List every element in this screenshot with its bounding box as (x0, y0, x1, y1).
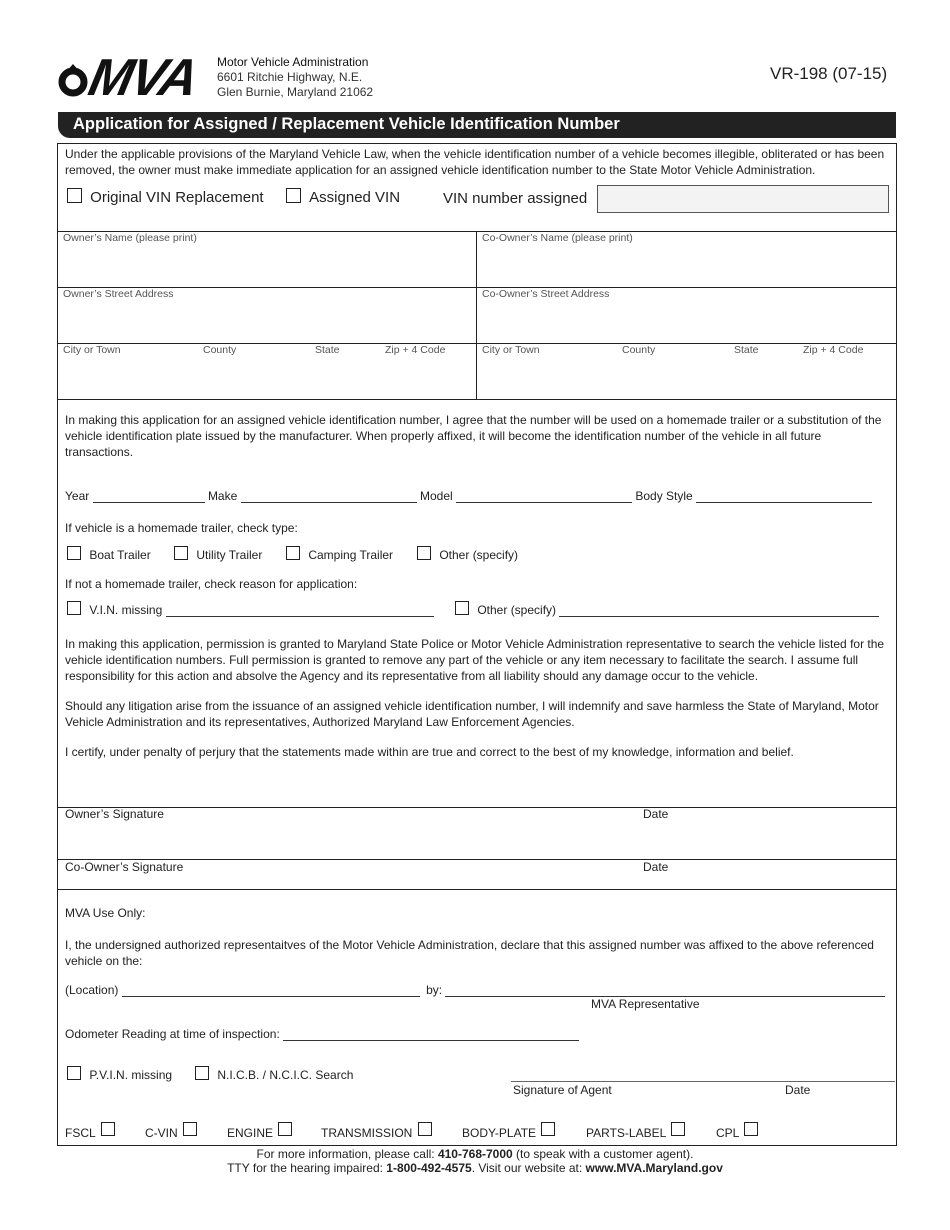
model-label: Model (419, 489, 453, 503)
owner-street-field[interactable]: Owner’s Street Address (63, 288, 174, 300)
agency-name: Motor Vehicle Administration (217, 55, 369, 69)
location-input[interactable] (122, 984, 420, 997)
boat-trailer-label: Boat Trailer (89, 548, 151, 562)
vin-number-input[interactable] (597, 185, 889, 213)
owner-county-field[interactable]: County (203, 344, 237, 356)
make-input[interactable] (241, 490, 417, 503)
code-cpl-label: CPL (716, 1126, 739, 1140)
form-title (58, 112, 896, 138)
footer-phone[interactable]: 410-768-7000 (437, 1147, 513, 1161)
coowner-street-field[interactable]: Co-Owner’s Street Address (482, 288, 610, 300)
other-reason-checkbox[interactable] (455, 601, 469, 615)
code-cpl-checkbox[interactable] (744, 1122, 758, 1136)
agreement-text: In making this application for an assigned vehicle identification number, I agree that the number will be used on a homemade trailer or a substitution of the vehicle identification plate issued by the manufacturer. When properly affixed, it will become the identification number of the vehicle in all future transactions. (65, 413, 882, 459)
code-transmission-checkbox[interactable] (418, 1122, 432, 1136)
location-label: (Location) (65, 983, 119, 997)
code-cvin-checkbox[interactable] (183, 1122, 197, 1136)
code-engine-checkbox[interactable] (278, 1122, 292, 1136)
other-trailer-label: Other (specify) (439, 548, 519, 562)
coowner-state-field[interactable]: State (734, 344, 759, 356)
permission-text: In making this application, permission is granted to Maryland State Police or Motor Vehicle Administration representative to search the vehicle listed for the vehicle identification numbers. Full permission is granted to remove any part of the vehicle or any item necessary to facilitate the search. I assume full responsibility for this action and absolve the Agency and its representative from all liability should any damage occur to the vehicle. (65, 637, 885, 683)
original-vin-label: Original VIN Replacement (90, 189, 264, 206)
utility-trailer-label: Utility Trailer (196, 548, 263, 562)
coowner-signature-field[interactable]: Co-Owner’s Signature (65, 860, 184, 874)
trailer-prompt: If vehicle is a homemade trailer, check type: (65, 521, 298, 535)
code-body-plate-label: BODY-PLATE (462, 1126, 537, 1140)
code-parts-label[interactable] (586, 1122, 685, 1140)
agency-address-line1: 6601 Ritchie Highway, N.E. (217, 70, 363, 84)
code-parts-label-label: PARTS-LABEL (586, 1126, 666, 1140)
owner-zip-field[interactable]: Zip + 4 Code (385, 344, 446, 356)
code-fscl[interactable] (65, 1122, 115, 1140)
coowner-name-field[interactable]: Co-Owner’s Name (please print) (482, 232, 633, 244)
original-vin-checkbox[interactable] (67, 188, 82, 203)
body-style-label: Body Style (635, 489, 693, 503)
code-parts-label-checkbox[interactable] (671, 1122, 685, 1136)
odometer-label: Odometer Reading at time of inspection: (65, 1027, 280, 1041)
boat-trailer-checkbox[interactable] (67, 546, 81, 560)
by-label: by: (426, 983, 443, 997)
footer-line1-suffix: (to speak with a customer agent). (512, 1147, 694, 1161)
owner-signature-field[interactable]: Owner’s Signature (65, 807, 164, 821)
vin-missing-label: V.I.N. missing (89, 603, 163, 617)
other-trailer-checkbox[interactable] (417, 546, 431, 560)
code-fscl-label: FSCL (65, 1126, 96, 1140)
model-input[interactable] (456, 490, 632, 503)
other-reason-label: Other (specify) (477, 603, 557, 617)
code-cpl[interactable] (716, 1122, 758, 1140)
code-engine-label: ENGINE (227, 1126, 274, 1140)
signature-of-agent-field[interactable]: Signature of Agent (513, 1083, 612, 1097)
footer-line1-prefix: For more information, please call: (256, 1147, 438, 1161)
vin-missing-input[interactable] (166, 604, 434, 617)
camping-trailer-checkbox[interactable] (286, 546, 300, 560)
footer-line2 (0, 1161, 950, 1176)
certify-text: I certify, under penalty of perjury that the statements made within are true and correct to the best of my knowledge, information and belief. (65, 745, 794, 759)
code-cvin[interactable] (145, 1122, 197, 1140)
year-input[interactable] (93, 490, 205, 503)
footer-line2-mid: . Visit our website at: (471, 1161, 586, 1175)
vin-number-label: VIN number assigned (443, 190, 588, 207)
odometer-input[interactable] (283, 1028, 579, 1041)
owner-state-field[interactable]: State (315, 344, 340, 356)
camping-trailer-label: Camping Trailer (308, 548, 394, 562)
coowner-date-field[interactable]: Date (643, 860, 669, 874)
mva-use-only-label: MVA Use Only: (65, 906, 146, 920)
nicb-search-checkbox[interactable] (195, 1066, 209, 1080)
coowner-zip-field[interactable]: Zip + 4 Code (803, 344, 864, 356)
owner-date-field[interactable]: Date (643, 807, 669, 821)
body-style-input[interactable] (696, 490, 872, 503)
footer-tty[interactable]: 1-800-492-4575 (386, 1161, 472, 1175)
assigned-vin-checkbox[interactable] (286, 188, 301, 203)
footer-line2-prefix: TTY for the hearing impaired: (227, 1161, 387, 1175)
pvin-missing-checkbox[interactable] (67, 1066, 81, 1080)
code-fscl-checkbox[interactable] (101, 1122, 115, 1136)
footer-line1 (0, 1147, 950, 1162)
mva-representative-label: MVA Representative (591, 997, 700, 1011)
form-number: VR-198 (07-15) (770, 64, 888, 83)
coowner-county-field[interactable]: County (622, 344, 656, 356)
code-transmission[interactable] (321, 1122, 432, 1140)
agency-address-line2: Glen Burnie, Maryland 21062 (217, 85, 374, 99)
vin-missing-checkbox[interactable] (67, 601, 81, 615)
mva-logo-mark-icon (58, 64, 88, 100)
mva-declaration-text: I, the undersigned authorized representaitves of the Motor Vehicle Administration, declare that this assigned number was affixed to the above referenced vehicle on the: (65, 938, 874, 968)
owner-name-field[interactable]: Owner’s Name (please print) (63, 232, 197, 244)
mva-logo-text: MVA (83, 49, 202, 107)
code-cvin-label: C-VIN (145, 1126, 178, 1140)
make-label: Make (207, 489, 238, 503)
coowner-city-field[interactable]: City or Town (482, 344, 540, 356)
mva-representative-input[interactable] (445, 984, 885, 997)
assigned-vin-label: Assigned VIN (309, 189, 401, 206)
year-label: Year (65, 489, 90, 503)
owner-city-field[interactable]: City or Town (63, 344, 121, 356)
code-transmission-label: TRANSMISSION (321, 1126, 413, 1140)
intro-text: Under the applicable provisions of the Maryland Vehicle Law, when the vehicle identification number of a vehicle becomes illegible, obliterated or has been removed, the owner must make immediate application for an assigned vehicle identification number to the State Motor Vehicle Administration. (65, 147, 885, 177)
agent-date-field[interactable]: Date (785, 1083, 811, 1097)
code-body-plate-checkbox[interactable] (541, 1122, 555, 1136)
code-body-plate[interactable] (462, 1122, 555, 1140)
code-engine[interactable] (227, 1122, 292, 1140)
nicb-search-label: N.I.C.B. / N.C.I.C. Search (217, 1068, 354, 1082)
mva-logo (58, 49, 218, 107)
litigation-text: Should any litigation arise from the issuance of an assigned vehicle identification number, I will indemnify and save harmless the State of Maryland, Motor Vehicle Administration and its representatives, Authorized Maryland Law Enforcement Agencies. (65, 699, 879, 729)
footer-website-link[interactable]: www.MVA.Maryland.gov (585, 1161, 723, 1175)
reason-prompt: If not a homemade trailer, check reason for application: (65, 577, 358, 591)
utility-trailer-checkbox[interactable] (174, 546, 188, 560)
form-title-text: Application for Assigned / Replacement Vehicle Identification Number (73, 115, 620, 133)
pvin-missing-label: P.V.I.N. missing (89, 1068, 173, 1082)
other-reason-input[interactable] (559, 604, 879, 617)
